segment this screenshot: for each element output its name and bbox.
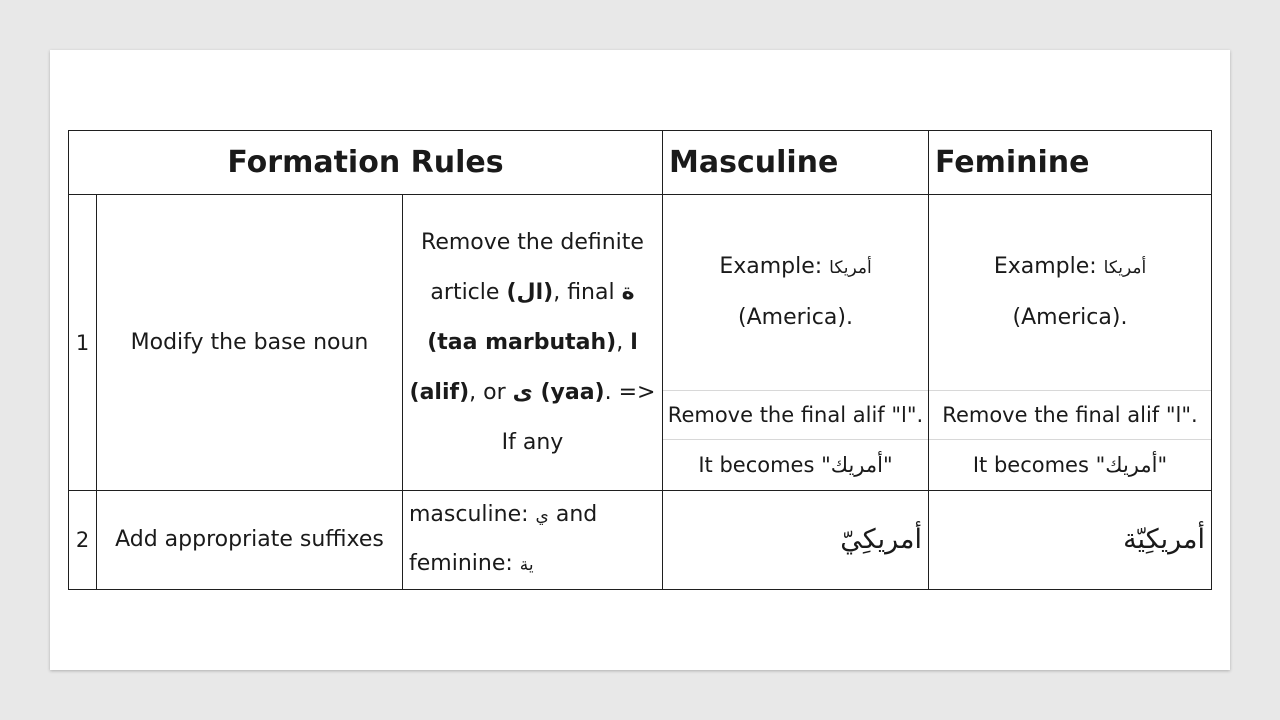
rule-description [403,491,663,590]
table-row [69,195,1212,491]
row-number: 2 [69,491,97,590]
example-label: Example: [719,254,830,279]
masculine-cell [663,195,929,491]
rule-text-bold: (ال) [506,279,554,305]
example-word: أمريكا [829,258,872,278]
feminine-cell [929,195,1212,491]
feminine-remove-step: Remove the final alif "ا". [929,391,1211,440]
feminine-example [929,195,1211,391]
fem-suffix-label: feminine: [409,551,520,576]
example-meaning: (America). [1012,305,1128,330]
header-formation-rules: Formation Rules [69,131,663,195]
rule-text: , or [469,379,513,405]
row-number: 1 [69,195,97,491]
masculine-result: أمريكِيّ [663,491,929,590]
feminine-result: أمريكِيّة [929,491,1212,590]
rule-description [403,195,663,491]
step-name: Add appropriate suffixes [97,491,403,590]
table-row [69,491,1212,590]
masculine-becomes-step: It becomes "أمريك" [698,453,893,477]
example-meaning: (America). [738,305,853,330]
rule-text: , [616,329,631,355]
rule-text-bold: ى (yaa) [512,379,605,405]
header-masculine: Masculine [663,131,929,195]
formation-rules-table [68,130,1212,590]
table-header-row [69,131,1212,195]
masculine-remove-step: Remove the final alif "ا". [663,391,928,440]
masc-suffix: ي [535,506,549,526]
rule-text: . => If any [501,379,656,455]
rule-text: Remove the definite article [421,229,644,305]
masculine-example [663,195,928,391]
example-word: أمريكا [1103,258,1147,278]
step-name: Modify the base noun [97,195,403,491]
header-feminine: Feminine [929,131,1212,195]
masc-suffix-label: masculine: [409,502,536,527]
rule-text: , final [553,279,622,305]
feminine-becomes-step: It becomes "أمريك" [972,453,1168,477]
slide [50,50,1230,670]
and-text: and [548,502,598,527]
fem-suffix: ية [519,555,534,575]
rule-text-bold: ة (taa marbutah) [427,279,635,355]
rule-text-bold: ا (alif) [409,329,638,405]
example-label: Example: [993,254,1104,279]
